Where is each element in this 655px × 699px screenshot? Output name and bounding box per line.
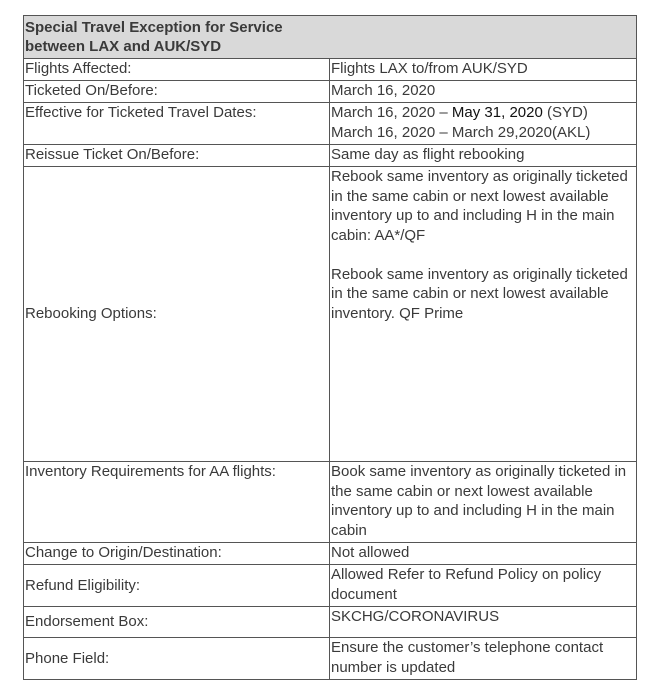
rebooking-option-aa-qf: Rebook same inventory as originally ticketed in the same cabin or next lowest available inventory up to and including H in the main cabin: AA*/QF <box>331 168 628 244</box>
row-value <box>330 103 637 145</box>
effective-dates-end-syd: May 31, 2020 <box>451 104 543 121</box>
row-label: Ticketed On/Before: <box>24 81 330 103</box>
row-value: Ensure the customer’s telephone contact number is updated <box>330 638 637 680</box>
table-row <box>24 543 637 565</box>
effective-dates-syd-tag: (SYD) <box>542 104 588 121</box>
row-value: March 16, 2020 <box>330 81 637 103</box>
table-title <box>24 16 637 59</box>
row-value: Allowed Refer to Refund Policy on policy document <box>330 565 637 607</box>
table-row <box>24 462 637 543</box>
row-value <box>330 167 637 462</box>
row-value: Not allowed <box>330 543 637 565</box>
row-label: Effective for Ticketed Travel Dates: <box>24 103 330 145</box>
row-value: Flights LAX to/from AUK/SYD <box>330 59 637 81</box>
row-label: Change to Origin/Destination: <box>24 543 330 565</box>
row-label: Phone Field: <box>24 638 330 680</box>
table-row <box>24 167 637 462</box>
table-row <box>24 81 637 103</box>
row-label: Rebooking Options: <box>24 167 330 462</box>
table-row <box>24 59 637 81</box>
row-value: Book same inventory as originally ticketed in the same cabin or next lowest available inventory up to and including H in the main cabin <box>330 462 637 543</box>
table-row <box>24 607 637 638</box>
table-header-row <box>24 16 637 59</box>
effective-dates-line-2: March 16, 2020 – March 29,2020(AKL) <box>331 123 591 141</box>
rebooking-option-qf-prime: Rebook same inventory as originally ticketed in the same cabin or next lowest available inventory. QF Prime <box>331 265 628 322</box>
row-value: Same day as flight rebooking <box>330 145 637 167</box>
row-label: Reissue Ticket On/Before: <box>24 145 330 167</box>
row-label: Inventory Requirements for AA flights: <box>24 462 330 543</box>
table-row <box>24 565 637 607</box>
table-row <box>24 103 637 145</box>
row-label: Endorsement Box: <box>24 607 330 638</box>
row-value: SKCHG/CORONAVIRUS <box>330 607 637 638</box>
effective-dates-start: March 16, 2020 – <box>331 104 452 121</box>
table-row <box>24 145 637 167</box>
row-label: Flights Affected: <box>24 59 330 81</box>
travel-exception-table <box>23 15 637 680</box>
table-row <box>24 638 637 680</box>
effective-dates-line-1 <box>331 103 635 123</box>
row-label: Refund Eligibility: <box>24 565 330 607</box>
table-title-text: Special Travel Exception for Service between LAX and AUK/SYD <box>25 19 283 55</box>
paragraph-spacer <box>331 245 635 265</box>
